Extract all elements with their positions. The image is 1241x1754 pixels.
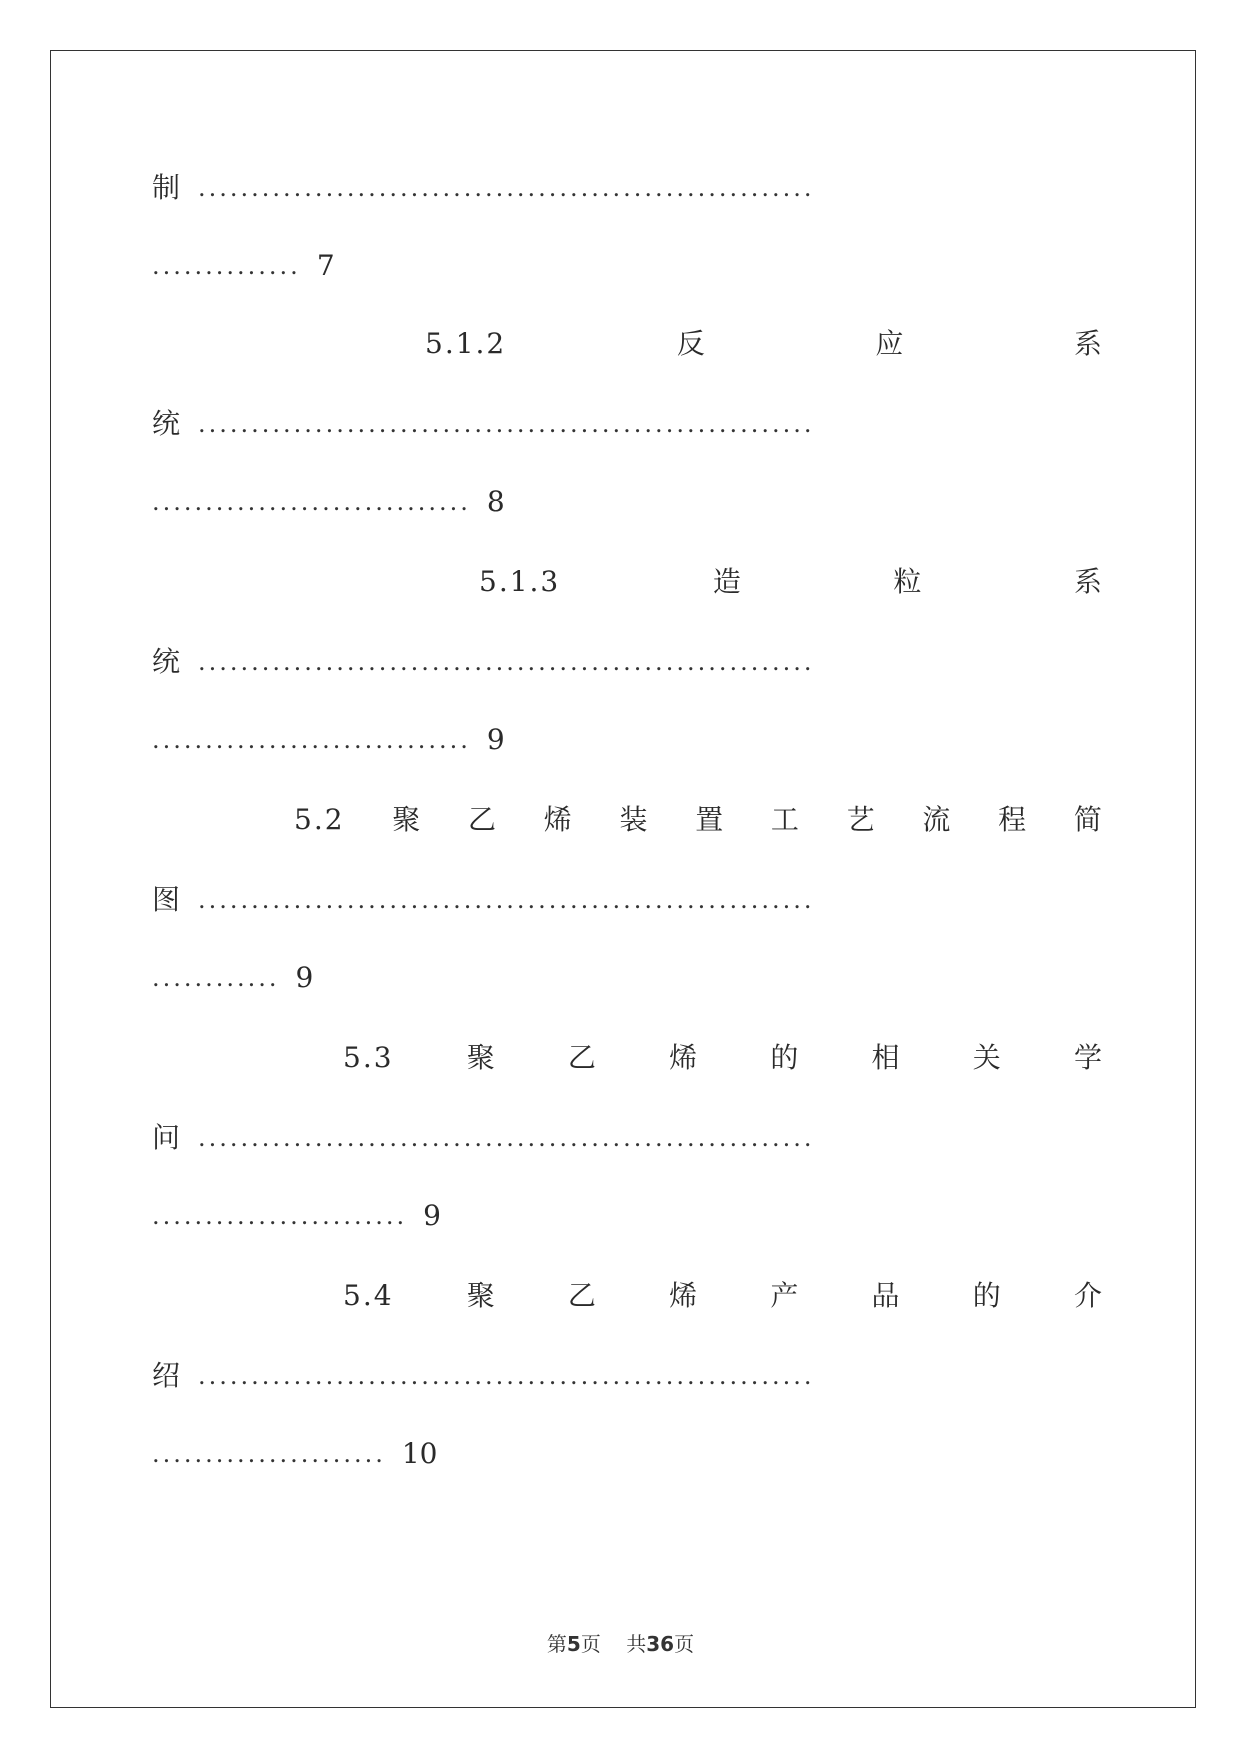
title-char: 聚 [466,1041,495,1074]
dot-leader: ...................... [152,1440,386,1468]
toc-line-page [152,482,1102,522]
title-char: 造 [712,565,741,598]
title-char: 烯 [669,1279,698,1312]
footer-suffix: 页 [674,1632,695,1656]
toc-line-page [152,1196,1102,1236]
title-char: 艺 [846,803,875,836]
toc-line-page [152,958,1102,998]
dot-leader: .......................................................... [198,1124,815,1152]
title-char: 乙 [567,1041,596,1074]
title-char: 烯 [669,1041,698,1074]
toc-line-continuation [152,880,1102,920]
toc-tail-char: 绍 [152,1359,181,1392]
section-number: 5.4 [343,1279,394,1312]
footer-total-pages: 36 [646,1632,675,1656]
title-char: 品 [871,1279,900,1312]
toc-line-page [152,1434,1102,1474]
toc-tail-char: 统 [152,645,181,678]
dot-leader: .............................. [152,488,471,516]
title-char: 乙 [567,1279,596,1312]
title-char: 粒 [893,565,922,598]
title-char: 简 [1073,803,1102,836]
toc-heading-5-1-2[interactable] [425,324,1102,364]
title-char: 工 [770,803,799,836]
dot-leader: .......................................................... [198,886,815,914]
toc-line-page [152,246,1102,286]
title-char: 介 [1073,1279,1102,1312]
toc-page-number[interactable]: 7 [316,249,335,282]
footer-current-page: 5 [566,1632,581,1656]
toc-page-number[interactable]: 9 [423,1199,441,1232]
title-char: 置 [695,803,724,836]
dot-leader: .......................................................... [198,1362,815,1390]
toc-line-continuation [152,404,1102,444]
title-char: 程 [998,803,1027,836]
footer-mid: 页 共 [580,1632,647,1656]
toc-page-number[interactable]: 9 [295,961,314,994]
toc-line-continuation [152,1356,1102,1396]
title-char: 聚 [466,1279,495,1312]
toc-page-number[interactable]: 9 [486,723,505,756]
dot-leader: .......................................................... [198,410,815,438]
title-char: 系 [1073,327,1102,360]
title-char: 应 [875,327,904,360]
toc-heading-5-1-3[interactable] [479,562,1102,602]
dot-leader: .............. [152,252,301,280]
title-char: 产 [770,1279,799,1312]
section-number: 5.3 [343,1041,394,1074]
toc-heading-5-3[interactable] [343,1038,1102,1078]
title-char: 学 [1073,1041,1102,1074]
toc-tail-char: 问 [152,1121,181,1154]
toc-line-continuation [152,642,1102,682]
title-char: 流 [922,803,951,836]
toc-line-page [152,720,1102,760]
dot-leader: ........................ [152,1202,408,1230]
toc-tail-char: 统 [152,407,181,440]
toc-tail-char: 制 [152,171,181,204]
page-footer [0,1628,1241,1657]
toc-line-continuation [152,168,1102,208]
title-char: 关 [972,1041,1001,1074]
title-char: 聚 [392,803,421,836]
toc-line-continuation [152,1118,1102,1158]
dot-leader: .......................................................... [198,174,815,202]
section-number: 5.1.2 [425,327,507,360]
dot-leader: .............................. [152,726,471,754]
dot-leader: ............ [152,964,280,992]
toc-heading-5-2[interactable] [294,800,1102,840]
toc-page-number[interactable]: 8 [486,485,505,518]
title-char: 相 [871,1041,900,1074]
dot-leader: .......................................................... [198,648,815,676]
toc-page-number[interactable]: 10 [401,1437,438,1470]
section-number: 5.2 [294,803,345,836]
title-char: 的 [770,1041,799,1074]
toc-tail-char: 图 [152,883,181,916]
footer-prefix: 第 [546,1632,567,1656]
title-char: 的 [972,1279,1001,1312]
title-char: 装 [619,803,648,836]
title-char: 烯 [543,803,572,836]
title-char: 乙 [467,803,496,836]
toc-heading-5-4[interactable] [343,1276,1102,1316]
title-char: 反 [676,327,705,360]
section-number: 5.1.3 [479,565,561,598]
title-char: 系 [1073,565,1102,598]
